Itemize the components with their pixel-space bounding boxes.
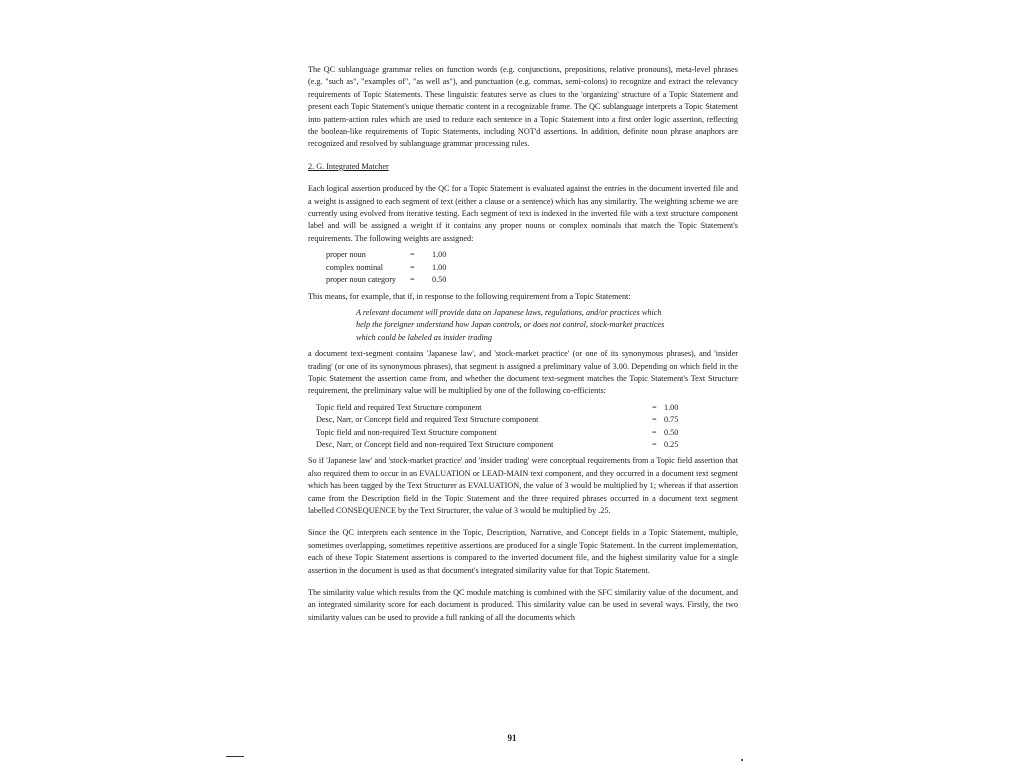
weight-label: proper noun category [326, 275, 397, 285]
weight-row [326, 274, 738, 286]
paragraph-similarity-value: The similarity value which results from the QC module matching is combined with the SFC similarity value of the document, and an integrated similarity score for each document is produced. This similarity value can be used in several ways. Firstly, the two similarity values can be used to provide a full ranking of all the documents which [308, 588, 738, 622]
scan-artifact-line [226, 756, 244, 757]
paragraph-example-intro: This means, for example, that if, in response to the following requirement from a Topic Statement: [308, 291, 631, 301]
coefficient-label: Desc, Narr, or Concept field and non-required Text Structure component [316, 439, 554, 449]
coefficient-value: 1.00 [664, 402, 679, 412]
coefficient-equals: = [652, 415, 657, 425]
coefficient-row [316, 414, 738, 426]
coefficient-value: 0.50 [664, 427, 679, 437]
coefficient-equals: = [652, 402, 657, 412]
weight-row [326, 262, 738, 274]
paragraph-japanese-law-example: So if 'Japanese law' and 'stock-market practice' and 'insider trading' were conceptual requirements from a Topic field assertion that also required them to occur in an EVALUATION or LEAD-MAIN text component, and they occurred in a document text segment which has been tagged by the Text Structurer as EVALUATION, the value of 3 would be multiplied by 1; whereas if that assertion came from the Description field in the Topic Statement and the three required phrases occurred in a document text segment labelled CONSEQUENCE by the Text Structurer, the value of 3 would be multiplied by .25. [308, 456, 738, 515]
section-heading: 2. G. Integrated Matcher [308, 161, 389, 171]
coefficient-value: 0.75 [664, 415, 679, 425]
weight-label: complex nominal [326, 262, 384, 272]
weight-value: 1.00 [432, 250, 447, 260]
weight-equals: = [410, 250, 415, 260]
coefficient-row [316, 439, 738, 451]
paragraph-text-segment: a document text-segment contains 'Japanese law', and 'stock-market practice' (or one of its synonymous phrases), and 'insider trading' (or one of its synonymous phrases), that segment is assigned a preliminary value of 3.00. Depending on which field in the Topic Statement the assertion came from, and whether the document text-segment matches the Topic Statement's Text Structure requirement, the preliminary value will be multiplied by one of the following co-efficients: [308, 349, 738, 396]
paragraph-multiple-assertions: Since the QC interprets each sentence in the Topic, Description, Narrative, and Concept fields in a Topic Statement, multiple, sometimes overlapping, sometimes repetitive assertions are produced for a single Topic Statement. In the current implementation, each of these Topic Statement assertions is compared to the inverted document file, and the highest similarity value for a single assertion in the document is used as that document's integrated similarity value for that Topic Statement. [308, 528, 738, 575]
coefficient-equals: = [652, 427, 657, 437]
paper-page [308, 64, 738, 624]
coefficients-table [316, 402, 738, 452]
weight-equals: = [410, 262, 415, 272]
coefficient-equals: = [652, 439, 657, 449]
coefficient-label: Desc, Narr, or Concept field and required Text Structure component [316, 415, 539, 425]
scan-artifact-dot [741, 759, 743, 761]
weights-table [326, 249, 738, 286]
coefficient-label: Topic field and required Text Structure component [316, 402, 482, 412]
paragraph-qc-grammar: The QC sublanguage grammar relies on function words (e.g. conjunctions, prepositions, relative pronouns), meta-level phrases (e.g. "such as", "examples of", "as well as"), and punctuation (e.g. commas, semi-colons) to recognize and extract the relevancy requirements of Topic Statements. These linguistic features serve as clues to the 'organizing' structure of a Topic Statement and present each Topic Statement's unique thematic content in a recognizable frame. The QC sublanguage interprets a Topic Statement into pattern-action rules which are used to reduce each sentence in a Topic Statement into a first order logic assertion, reflecting the boolean-like requirements of Topic Statements, including NOT'd assertions. In addition, definite noun phrase anaphors are recognized and resolved by sublanguage grammar processing rules. [308, 65, 738, 149]
coefficient-value: 0.25 [664, 439, 679, 449]
topic-requirement-quote: A relevant document will provide data on Japanese laws, regulations, and/or practices which help the foreigner understand how Japan controls, or does not control, stock-market practices which could be labeled as insider trading [356, 307, 665, 342]
weight-value: 0.50 [432, 275, 447, 285]
weight-label: proper noun [326, 250, 366, 260]
weight-value: 1.00 [432, 262, 447, 272]
page-number: 91 [507, 733, 517, 743]
coefficient-row [316, 402, 738, 414]
weight-equals: = [410, 275, 415, 285]
weight-row [326, 249, 738, 261]
coefficient-label: Topic field and non-required Text Structure component [316, 427, 497, 437]
coefficient-row [316, 427, 738, 439]
paragraph-logical-assertion: Each logical assertion produced by the QC for a Topic Statement is evaluated against the entries in the document inverted file and a weight is assigned to each segment of text (either a clause or a sentence) which has any similarity. The weighting scheme we are currently using evolved from iterative testing. Each segment of text is indexed in the inverted file with a text structure component label and will be assigned a weight if it contains any proper nouns or complex nominals that match the Topic Statement's requirements. The following weights are assigned: [308, 184, 738, 243]
